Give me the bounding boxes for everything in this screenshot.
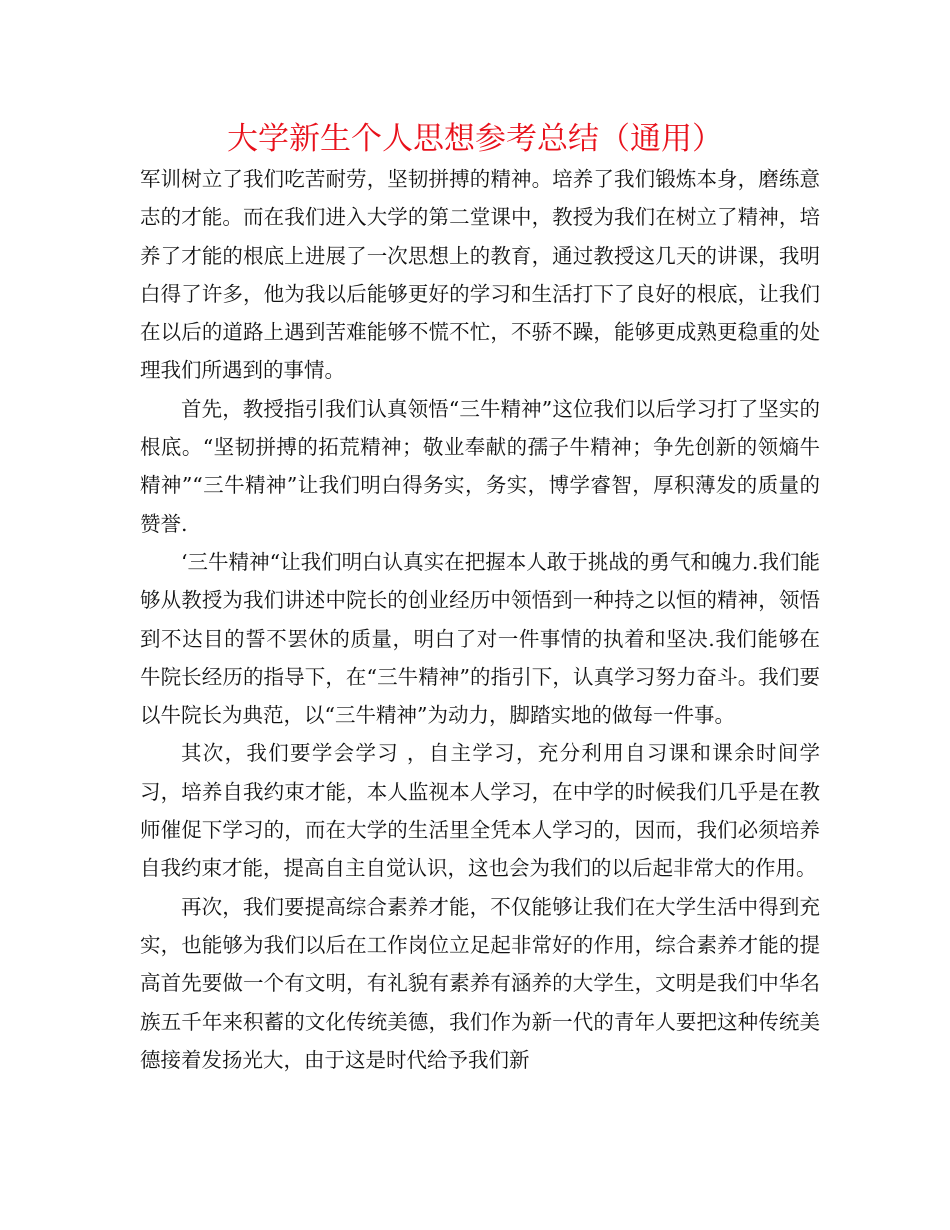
paragraph-4: 其次，我们要学会学习 ，自主学习，充分利用自习课和课余时间学习，培养自我约束才能，本人监视本人学习，在中学的时候我们几乎是在教师催促下学习的，而在大学的生活里全凭本人学习的，因而，我们必须培养自我约束才能，提高自主自觉认识，这也会为我们的以后起非常大的作用。	[140, 741, 820, 881]
paragraph-5: 再次，我们要提高综合素养才能，不仅能够让我们在大学生活中得到充实，也能够为我们以后在工作岗位立足起非常好的作用，综合素养才能的提高首先要做一个有文明，有礼貌有素养有涵养的大学生，文明是我们中华名族五千年来积蓄的文化传统美德，我们作为新一代的青年人要把这种传统美德接着发扬光大，由于这是时代给予我们新	[140, 894, 820, 1072]
paragraph-1: 军训树立了我们吃苦耐劳，坚韧拼搏的精神。培养了我们锻炼本身，磨练意志的才能。而在我们进入大学的第二堂课中，教授为我们在树立了精神，培养了才能的根底上进展了一次思想上的教育，通过教授这几天的讲课，我明白得了许多，他为我以后能够更好的学习和生活打下了良好的根底，让我们在以后的道路上遇到苦难能够不慌不忙，不骄不躁，能够更成熟更稳重的处理我们所遇到的事情。	[140, 167, 820, 383]
paragraph-3: ‘三牛精神“让我们明白认真实在把握本人敢于挑战的勇气和魄力.我们能够从教授为我们讲述中院长的创业经历中领悟到一种持之以恒的精神，领悟到不达目的誓不罢休的质量，明白了对一件事情的执着和坚决.我们能够在牛院长经历的指导下，在“三牛精神”的指引下，认真学习努力奋斗。我们要以牛院长为典范，以“三牛精神”为动力，脚踏实地的做每一件事。	[140, 549, 820, 728]
paragraph-2: 首先，教授指引我们认真领悟“三牛精神”这位我们以后学习打了坚实的根底。“坚韧拼搏的拓荒精神；敬业奉献的孺子牛精神；争先创新的领熵牛精神”“三牛精神”让我们明白得务实，务实，博学睿智，厚积薄发的质量的赞誉.	[140, 396, 820, 536]
document-body	[140, 160, 820, 1079]
document-title: 大学新生个人思想参考总结（通用）	[227, 121, 723, 157]
